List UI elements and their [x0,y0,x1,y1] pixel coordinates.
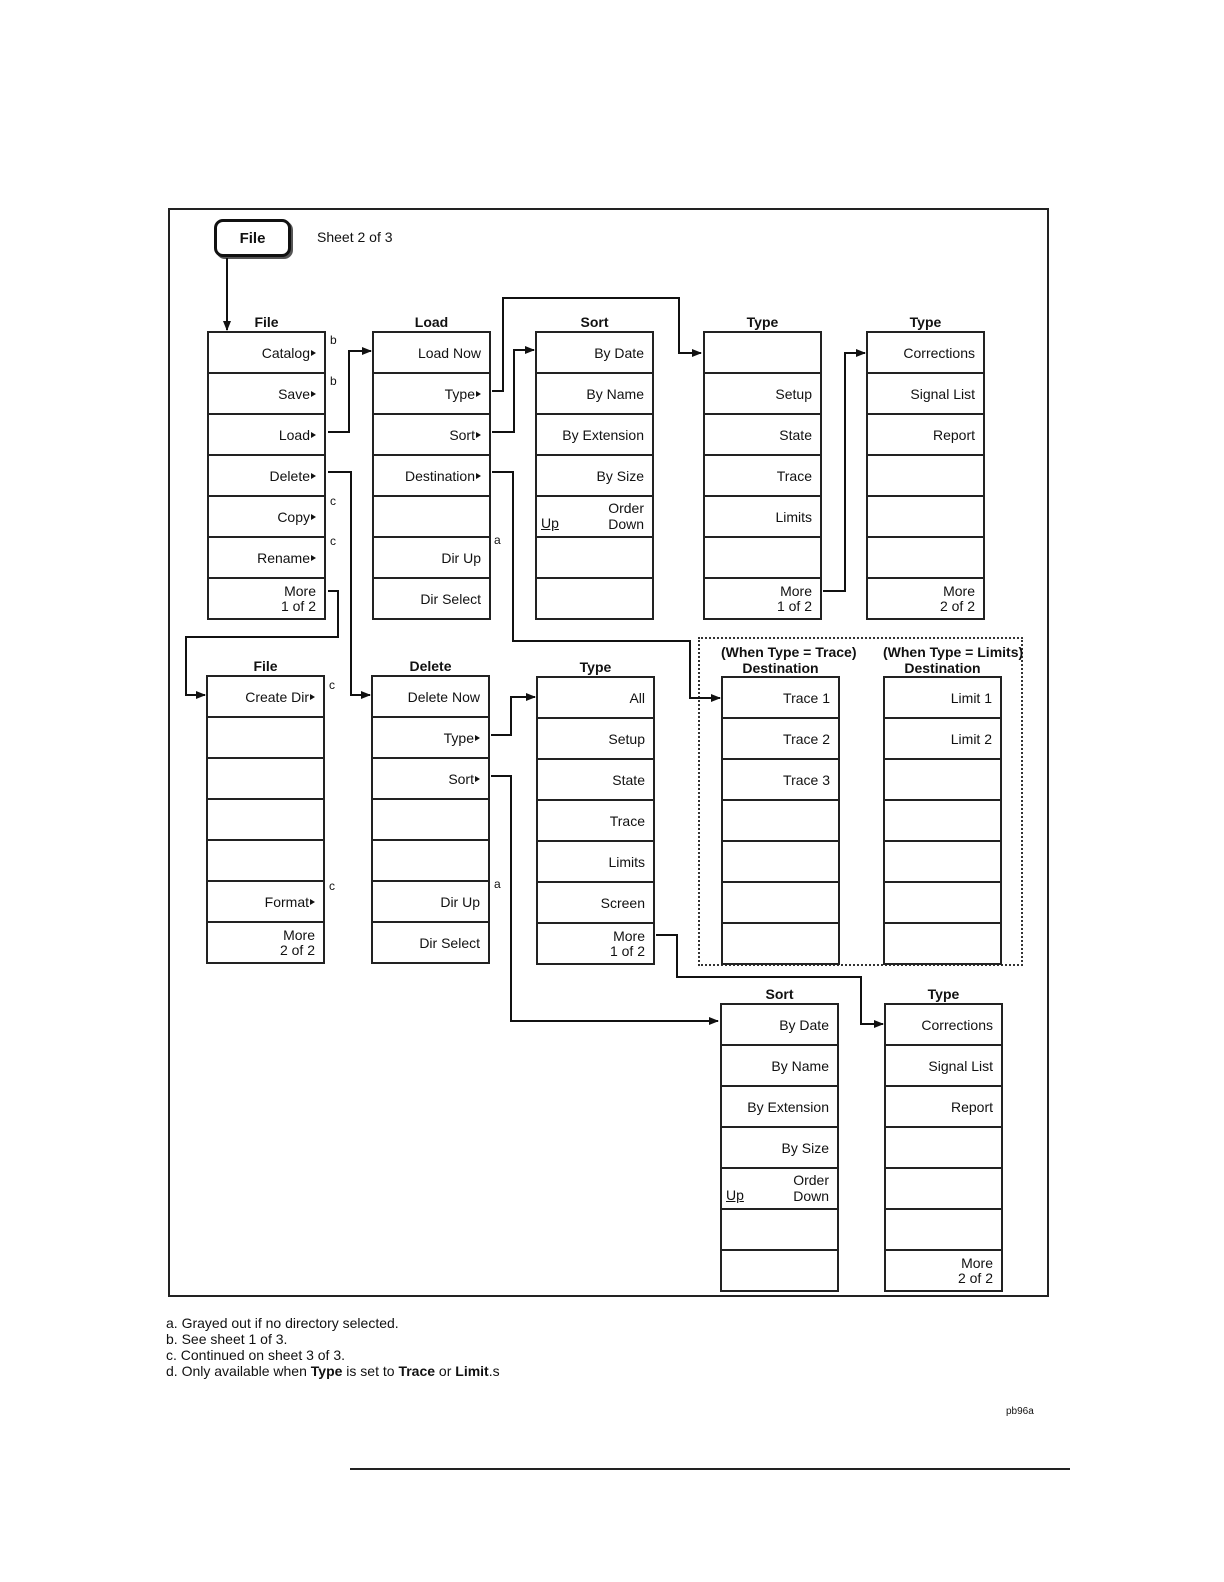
footnote-d-text: d. Only available when [166,1363,311,1379]
footnote-mark-c: c [330,534,336,548]
softkey-column [536,676,655,965]
softkey-blank [868,538,983,579]
softkey-limit-1[interactable] [885,678,1000,719]
order-up-option: Up [726,1187,744,1203]
softkey-blank [886,1128,1001,1169]
submenu-arrow-icon [311,432,316,438]
softkey-label: Trace [609,812,645,829]
softkey-label-line: 1 of 2 [280,597,316,614]
softkey-label: Trace 2 [783,730,830,747]
softkey-catalog[interactable] [209,333,324,374]
softkey-label: Copy [277,497,316,536]
softkey-label: Delete Now [407,688,480,705]
softkey-label: Limits [775,508,812,525]
softkey-by-name[interactable] [537,374,652,415]
softkey-label: Dir Up [440,893,480,910]
softkey-blank [373,841,488,882]
softkey-blank [723,801,838,842]
softkey-corrections[interactable] [886,1005,1001,1046]
softkey-label: Sort [449,415,481,454]
softkey-state[interactable] [705,415,820,456]
menu-title: File [254,314,279,330]
softkey-sort[interactable] [374,415,489,456]
softkey-label: Load Now [417,344,481,361]
submenu-arrow-icon [310,899,315,905]
softkey-setup[interactable] [538,719,653,760]
softkey-by-extension[interactable] [722,1087,837,1128]
softkey-state[interactable] [538,760,653,801]
softkey-trace[interactable] [538,801,653,842]
softkey-label: Type [444,718,480,757]
footnote-mark-b: b [330,333,337,347]
softkey-dir-select[interactable] [374,579,489,618]
softkey-label [777,579,812,618]
softkey-label: Limit 1 [950,689,992,706]
softkey-more[interactable] [208,923,323,962]
softkey-type[interactable] [373,718,488,759]
submenu-arrow-icon [476,432,481,438]
softkey-label-line: More [284,582,316,599]
softkey-label: Format [265,882,315,921]
softkey-by-size[interactable] [722,1128,837,1169]
softkey-signal-list[interactable] [868,374,983,415]
softkey-column [866,331,985,620]
softkey-order[interactable] [722,1169,837,1210]
submenu-arrow-icon [311,391,316,397]
menu-type2 [866,314,985,620]
submenu-arrow-icon [311,555,316,561]
menu-sort1 [535,314,654,620]
softkey-label: By Extension [747,1098,829,1115]
softkey-rename[interactable] [209,538,324,579]
softkey-by-date[interactable] [537,333,652,374]
softkey-label: Trace 3 [783,771,830,788]
footnote-d-text: .s [488,1363,500,1379]
softkey-blank [868,456,983,497]
menu-title: Load [414,314,449,330]
softkey-blank [723,842,838,883]
submenu-arrow-icon [311,514,316,520]
softkey-label: Trace [776,467,812,484]
softkey-load-now[interactable] [374,333,489,374]
menu-load [372,314,491,620]
menu-file1 [207,314,326,620]
softkey-load[interactable] [209,415,324,456]
submenu-arrow-icon [476,391,481,397]
sheet-label: Sheet 2 of 3 [317,229,393,245]
softkey-label: Dir Up [441,549,481,566]
file-hardkey[interactable]: File [214,219,291,257]
softkey-label: Rename [257,538,316,577]
menu-title-line: (When Type = Limits) [883,644,1024,660]
softkey-label [280,923,315,962]
menu-type1 [703,314,822,620]
softkey-blank [374,497,489,538]
softkey-order[interactable] [537,497,652,538]
softkey-label-line: 2 of 2 [279,941,315,958]
softkey-trace[interactable] [705,456,820,497]
order-down-option: Down [793,1188,829,1204]
footnote-mark-c: c [330,494,336,508]
softkey-blank [885,760,1000,801]
softkey-label: Signal List [928,1057,993,1074]
softkey-blank [208,841,323,882]
footnote-mark-a: a [494,877,501,891]
softkey-label: Trace 1 [783,689,830,706]
softkey-label: Report [932,426,975,443]
softkey-label: By Date [594,344,644,361]
softkey-blank [868,497,983,538]
menu-title: Sort [580,314,609,330]
footnote-c: c. Continued on sheet 3 of 3. [166,1347,346,1363]
softkey-blank [705,333,820,374]
submenu-arrow-icon [310,694,315,700]
softkey-blank [208,718,323,759]
softkey-label: Delete [270,456,316,495]
softkey-label-line: More [943,582,975,599]
softkey-more[interactable] [538,924,653,963]
softkey-column [883,676,1002,965]
softkey-blank [886,1169,1001,1210]
menu-type4 [884,986,1003,1292]
softkey-blank [885,924,1000,963]
softkey-label-line: 2 of 2 [957,1269,993,1286]
softkey-label: State [779,426,812,443]
softkey-column [721,676,840,965]
footnote-mark-c: c [329,678,335,692]
order-down-option: Down [608,516,644,532]
softkey-signal-list[interactable] [886,1046,1001,1087]
softkey-label: Limits [608,853,645,870]
softkey-type[interactable] [374,374,489,415]
softkey-column [884,1003,1003,1292]
softkey-trace-3[interactable] [723,760,838,801]
softkey-blank [885,883,1000,924]
softkey-limits[interactable] [705,497,820,538]
softkey-dir-up[interactable] [373,882,488,923]
softkey-column [206,675,325,964]
softkey-delete-now[interactable] [373,677,488,718]
order-label-line: Order [793,1172,829,1188]
softkey-label: By Name [586,385,644,402]
footnotes [166,1315,500,1379]
softkey-column [371,675,490,964]
menu-title-line: (When Type = Trace) [721,644,857,660]
softkey-label: Setup [608,730,645,747]
softkey-column [535,331,654,620]
softkey-dir-up[interactable] [374,538,489,579]
menu-file2 [206,658,325,964]
menu-title: Delete [409,658,452,674]
menu-title: Type [746,314,779,330]
softkey-label-line: 2 of 2 [939,597,975,614]
softkey-delete[interactable] [209,456,324,497]
menu-dest-trace [721,644,857,965]
softkey-label: By Size [781,1139,829,1156]
figure-id: pb96a [1006,1406,1034,1417]
menu-dest-limits [883,644,1024,965]
softkey-column [720,1003,839,1292]
menu-type3 [536,659,655,965]
softkey-label [610,924,645,963]
footnote-d-limit: Limit [455,1363,489,1379]
order-up-option: Up [541,515,559,531]
softkey-label: By Extension [562,426,644,443]
softkey-limits[interactable] [538,842,653,883]
softkey-screen[interactable] [538,883,653,924]
softkey-label: Sort [448,759,480,798]
order-label-line: Order [608,500,644,516]
softkey-report[interactable] [886,1087,1001,1128]
softkey-blank [537,538,652,579]
softkey-label-line: More [961,1254,993,1271]
softkey-copy[interactable] [209,497,324,538]
footnote-a: a. Grayed out if no directory selected. [166,1315,399,1331]
submenu-arrow-icon [476,473,481,479]
menu-title: Type [579,659,612,675]
menu-sort2 [720,986,839,1292]
softkey-blank [722,1210,837,1251]
menu-title: File [253,658,278,674]
softkey-label-line: More [613,927,645,944]
softkey-create-dir[interactable] [208,677,323,718]
softkey-by-date[interactable] [722,1005,837,1046]
softkey-more[interactable] [705,579,820,618]
softkey-label: Type [445,374,481,413]
softkey-destination[interactable] [374,456,489,497]
softkey-label: Load [279,415,316,454]
softkey-label: State [612,771,645,788]
softkey-trace-1[interactable] [723,678,838,719]
order-toggle[interactable] [537,497,652,536]
softkey-more[interactable] [886,1251,1001,1290]
softkey-label: Catalog [262,333,316,372]
menu-title-line: Destination [904,660,981,676]
softkey-save[interactable] [209,374,324,415]
softkey-label: Dir Select [419,934,480,951]
softkey-label-line: 1 of 2 [776,597,812,614]
softkey-column [207,331,326,620]
softkey-blank [723,924,838,963]
menu-title [883,644,1024,676]
softkey-label-line: 1 of 2 [609,942,645,959]
softkey-report[interactable] [868,415,983,456]
menu-title: Type [909,314,942,330]
softkey-limit-2[interactable] [885,719,1000,760]
footnote-mark-b: b [330,374,337,388]
softkey-blank [886,1210,1001,1251]
softkey-blank [373,800,488,841]
submenu-arrow-icon [311,473,316,479]
softkey-trace-2[interactable] [723,719,838,760]
softkey-label: Destination [405,456,481,495]
softkey-blank [208,759,323,800]
footnote-mark-a: a [494,533,501,547]
footnote-d-type: Type [310,1363,343,1379]
menu-title: Sort [765,986,794,1002]
softkey-label: Report [950,1098,993,1115]
order-label [793,1172,829,1204]
softkey-sort[interactable] [373,759,488,800]
footnote-d-text: is set to [342,1363,399,1379]
softkey-label: Corrections [921,1016,993,1033]
submenu-arrow-icon [475,776,480,782]
menu-delete [371,658,490,964]
footnote-d-trace: Trace [398,1363,436,1379]
softkey-blank [885,801,1000,842]
softkey-label [281,579,316,618]
softkey-label: Setup [775,385,812,402]
softkey-label: Save [278,374,316,413]
softkey-label: Dir Select [420,590,481,607]
softkey-label: Create Dir [245,677,315,716]
softkey-label: All [629,689,645,706]
softkey-by-size[interactable] [537,456,652,497]
menu-title-line: Destination [742,660,819,676]
softkey-label [940,579,975,618]
submenu-arrow-icon [475,735,480,741]
page-rule [350,1468,1070,1470]
footnote-b: b. See sheet 1 of 3. [166,1331,288,1347]
softkey-label-line: More [780,582,812,599]
softkey-more[interactable] [868,579,983,618]
softkey-blank [885,842,1000,883]
softkey-label: Signal List [910,385,975,402]
softkey-label: Screen [600,894,645,911]
softkey-setup[interactable] [705,374,820,415]
order-toggle[interactable] [722,1169,837,1208]
softkey-column [703,331,822,620]
softkey-blank [208,800,323,841]
softkey-by-extension[interactable] [537,415,652,456]
menu-title: Type [927,986,960,1002]
softkey-more[interactable] [209,579,324,618]
order-label [608,500,644,532]
softkey-blank [705,538,820,579]
softkey-label-line: More [283,926,315,943]
softkey-format[interactable] [208,882,323,923]
footnote-mark-c: c [329,879,335,893]
menu-title [721,644,857,676]
softkey-corrections[interactable] [868,333,983,374]
submenu-arrow-icon [311,350,316,356]
softkey-all[interactable] [538,678,653,719]
softkey-label [958,1251,993,1290]
softkey-blank [723,883,838,924]
softkey-label: By Size [596,467,644,484]
softkey-label: By Name [771,1057,829,1074]
softkey-dir-select[interactable] [373,923,488,962]
softkey-label: Corrections [903,344,975,361]
softkey-label: Limit 2 [950,730,992,747]
softkey-column [372,331,491,620]
softkey-label: By Date [779,1016,829,1033]
softkey-blank [537,579,652,618]
softkey-blank [722,1251,837,1290]
footnote-d-text: or [435,1363,456,1379]
footnote-d [166,1363,500,1379]
softkey-by-name[interactable] [722,1046,837,1087]
